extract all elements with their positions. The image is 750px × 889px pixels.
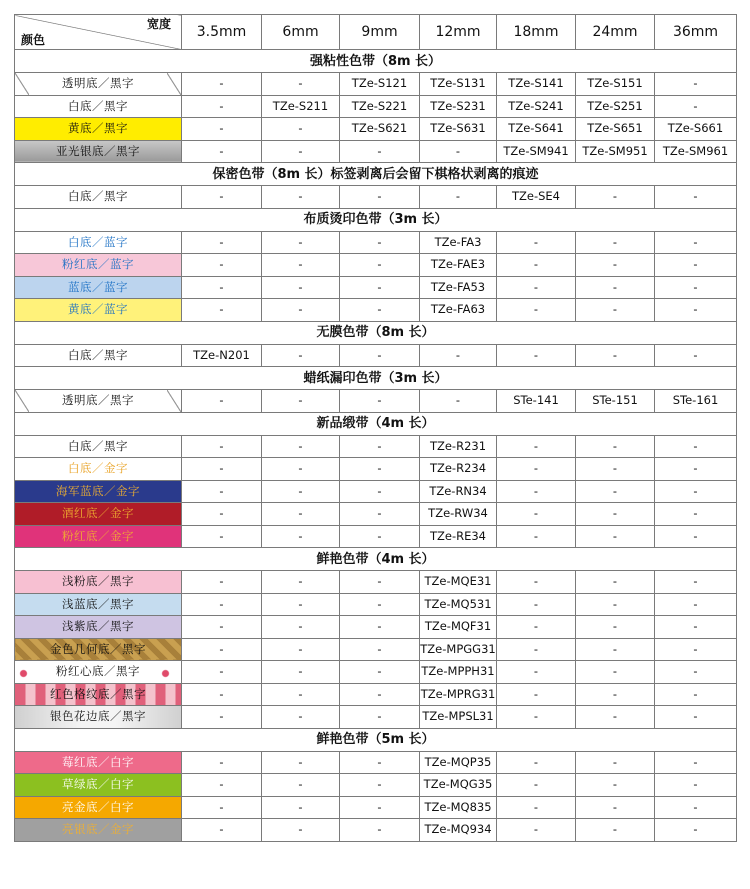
model-cell: TZe-MQE31: [420, 571, 497, 594]
model-cell: -: [182, 140, 262, 163]
model-cell: -: [497, 344, 576, 367]
width-header: 6mm: [262, 15, 340, 50]
header-corner-cell: [15, 15, 182, 50]
section-title: 鲜艳色带（5m 长）: [15, 728, 737, 751]
model-cell: -: [262, 435, 340, 458]
table-row: [15, 299, 737, 322]
tape-color-label: 透明底／黑字: [15, 390, 182, 413]
model-cell: TZe-MQP35: [420, 751, 497, 774]
model-cell: -: [182, 254, 262, 277]
section-title: 布质烫印色带（3m 长）: [15, 208, 737, 231]
model-cell: -: [497, 571, 576, 594]
model-cell: -: [497, 638, 576, 661]
model-cell: -: [340, 819, 420, 842]
model-cell: -: [262, 661, 340, 684]
model-cell: -: [655, 525, 737, 548]
model-cell: -: [655, 231, 737, 254]
width-header: 24mm: [576, 15, 655, 50]
model-cell: TZe-S251: [576, 95, 655, 118]
table-row: [15, 503, 737, 526]
model-cell: -: [576, 571, 655, 594]
model-cell: -: [262, 140, 340, 163]
table-row: [15, 480, 737, 503]
model-cell: -: [497, 819, 576, 842]
model-cell: -: [262, 503, 340, 526]
table-row: [15, 638, 737, 661]
model-cell: -: [262, 186, 340, 209]
section-title-row: [15, 367, 737, 390]
table-row: [15, 276, 737, 299]
section-title: 无膜色带（8m 长）: [15, 321, 737, 344]
model-cell: -: [420, 186, 497, 209]
model-cell: -: [497, 774, 576, 797]
model-cell: TZe-S231: [420, 95, 497, 118]
model-cell: TZe-N201: [182, 344, 262, 367]
model-cell: -: [340, 344, 420, 367]
model-cell: -: [340, 616, 420, 639]
model-cell: TZe-FAE3: [420, 254, 497, 277]
tape-color-label: 白底／黑字: [15, 186, 182, 209]
header-row: [15, 15, 737, 50]
model-cell: -: [182, 683, 262, 706]
table-row: [15, 616, 737, 639]
table-row: [15, 593, 737, 616]
model-cell: -: [655, 435, 737, 458]
table-row: [15, 186, 737, 209]
section-title: 鲜艳色带（4m 长）: [15, 548, 737, 571]
section-title: 新品缎带（4m 长）: [15, 412, 737, 435]
model-cell: -: [262, 73, 340, 96]
model-cell: -: [262, 706, 340, 729]
model-cell: -: [262, 480, 340, 503]
table-row: [15, 118, 737, 141]
model-cell: -: [182, 435, 262, 458]
table-row: [15, 458, 737, 481]
model-cell: -: [262, 254, 340, 277]
model-cell: -: [340, 458, 420, 481]
model-cell: -: [340, 254, 420, 277]
tape-color-label: 黄底／蓝字: [15, 299, 182, 322]
model-cell: -: [340, 796, 420, 819]
model-cell: -: [182, 118, 262, 141]
model-cell: -: [576, 299, 655, 322]
model-cell: -: [655, 299, 737, 322]
model-cell: -: [340, 186, 420, 209]
tape-spec-table: [14, 14, 737, 842]
section-title: 强粘性色带（8m 长）: [15, 50, 737, 73]
model-cell: TZe-SE4: [497, 186, 576, 209]
model-cell: -: [576, 774, 655, 797]
model-cell: -: [655, 73, 737, 96]
width-header: 3.5mm: [182, 15, 262, 50]
model-cell: -: [340, 683, 420, 706]
model-cell: TZe-S631: [420, 118, 497, 141]
model-cell: TZe-FA53: [420, 276, 497, 299]
model-cell: TZe-MQF31: [420, 616, 497, 639]
model-cell: -: [340, 638, 420, 661]
tape-color-label: 亮银底／金字: [15, 819, 182, 842]
section-title: 保密色带（8m 长）标签剥离后会留下棋格状剥离的痕迹: [15, 163, 737, 186]
model-cell: TZe-R234: [420, 458, 497, 481]
model-cell: -: [497, 796, 576, 819]
model-cell: TZe-S151: [576, 73, 655, 96]
table-row: [15, 254, 737, 277]
model-cell: -: [182, 503, 262, 526]
model-cell: -: [497, 661, 576, 684]
model-cell: -: [262, 118, 340, 141]
model-cell: -: [655, 503, 737, 526]
table-row: [15, 390, 737, 413]
model-cell: -: [655, 95, 737, 118]
tape-color-label: 红色格纹底／黑字: [15, 683, 182, 706]
tape-color-label: 白底／蓝字: [15, 231, 182, 254]
tape-color-label: 亮金底／白字: [15, 796, 182, 819]
model-cell: -: [576, 796, 655, 819]
model-cell: -: [182, 796, 262, 819]
model-cell: -: [655, 819, 737, 842]
model-cell: -: [262, 593, 340, 616]
width-header: 18mm: [497, 15, 576, 50]
model-cell: -: [182, 95, 262, 118]
model-cell: TZe-SM941: [497, 140, 576, 163]
model-cell: -: [497, 593, 576, 616]
section-title-row: [15, 163, 737, 186]
model-cell: -: [420, 344, 497, 367]
model-cell: -: [182, 616, 262, 639]
model-cell: TZe-MPRG31: [420, 683, 497, 706]
tape-color-label: 蓝底／蓝字: [15, 276, 182, 299]
tape-color-label: 浅粉底／黑字: [15, 571, 182, 594]
model-cell: -: [262, 571, 340, 594]
model-cell: -: [497, 299, 576, 322]
tape-color-label: 粉红心底／黑字: [15, 661, 182, 684]
model-cell: TZe-FA63: [420, 299, 497, 322]
model-cell: TZe-SM961: [655, 140, 737, 163]
model-cell: -: [340, 503, 420, 526]
model-cell: -: [576, 254, 655, 277]
model-cell: -: [497, 231, 576, 254]
model-cell: -: [576, 616, 655, 639]
model-cell: -: [182, 73, 262, 96]
table-body: [15, 50, 737, 842]
model-cell: -: [182, 299, 262, 322]
model-cell: -: [182, 638, 262, 661]
model-cell: TZe-MQ835: [420, 796, 497, 819]
model-cell: TZe-S241: [497, 95, 576, 118]
model-cell: -: [576, 819, 655, 842]
model-cell: -: [576, 683, 655, 706]
model-cell: -: [182, 571, 262, 594]
model-cell: -: [340, 140, 420, 163]
model-cell: -: [497, 525, 576, 548]
model-cell: -: [340, 299, 420, 322]
model-cell: -: [655, 344, 737, 367]
model-cell: -: [182, 186, 262, 209]
model-cell: TZe-MQ934: [420, 819, 497, 842]
model-cell: -: [182, 751, 262, 774]
model-cell: -: [576, 435, 655, 458]
model-cell: -: [340, 661, 420, 684]
model-cell: -: [182, 593, 262, 616]
model-cell: -: [655, 774, 737, 797]
tape-color-label: 白底／黑字: [15, 344, 182, 367]
model-cell: -: [182, 480, 262, 503]
model-cell: -: [497, 254, 576, 277]
model-cell: -: [655, 186, 737, 209]
table-row: [15, 751, 737, 774]
model-cell: TZe-MPSL31: [420, 706, 497, 729]
model-cell: -: [182, 706, 262, 729]
model-cell: -: [655, 254, 737, 277]
model-cell: -: [340, 774, 420, 797]
tape-color-label: 粉红底／金字: [15, 525, 182, 548]
model-cell: -: [262, 683, 340, 706]
model-cell: -: [262, 525, 340, 548]
model-cell: -: [262, 276, 340, 299]
tape-color-label: 草绿底／白字: [15, 774, 182, 797]
model-cell: -: [420, 140, 497, 163]
model-cell: -: [262, 390, 340, 413]
model-cell: -: [655, 661, 737, 684]
table-row: [15, 683, 737, 706]
tape-color-label: 莓红底／白字: [15, 751, 182, 774]
model-cell: TZe-RE34: [420, 525, 497, 548]
model-cell: -: [340, 706, 420, 729]
model-cell: TZe-MQ531: [420, 593, 497, 616]
model-cell: -: [655, 480, 737, 503]
tape-color-label: 白底／黑字: [15, 95, 182, 118]
tape-color-label: 黄底／黑字: [15, 118, 182, 141]
model-cell: -: [576, 480, 655, 503]
section-title-row: [15, 412, 737, 435]
model-cell: TZe-S131: [420, 73, 497, 96]
model-cell: -: [576, 231, 655, 254]
model-cell: -: [262, 458, 340, 481]
model-cell: -: [497, 616, 576, 639]
table-row: [15, 231, 737, 254]
model-cell: -: [497, 706, 576, 729]
model-cell: -: [655, 276, 737, 299]
tape-color-label: 粉红底／蓝字: [15, 254, 182, 277]
width-header: 12mm: [420, 15, 497, 50]
model-cell: -: [655, 616, 737, 639]
tape-color-label: 酒红底／金字: [15, 503, 182, 526]
model-cell: STe-151: [576, 390, 655, 413]
model-cell: -: [420, 390, 497, 413]
tape-color-label: 金色几何底／黑字: [15, 638, 182, 661]
model-cell: -: [182, 525, 262, 548]
color-header-label: 颜色: [21, 33, 46, 47]
tape-color-label: 透明底／黑字: [15, 73, 182, 96]
section-title-row: [15, 728, 737, 751]
model-cell: -: [262, 751, 340, 774]
tape-color-label: 银色花边底／黑字: [15, 706, 182, 729]
model-cell: -: [497, 683, 576, 706]
model-cell: TZe-RN34: [420, 480, 497, 503]
model-cell: -: [576, 706, 655, 729]
model-cell: -: [340, 276, 420, 299]
model-cell: -: [497, 480, 576, 503]
model-cell: -: [340, 480, 420, 503]
model-cell: -: [576, 751, 655, 774]
table-row: [15, 73, 737, 96]
model-cell: -: [340, 390, 420, 413]
model-cell: -: [655, 706, 737, 729]
model-cell: -: [576, 186, 655, 209]
model-cell: -: [576, 593, 655, 616]
width-header: 36mm: [655, 15, 737, 50]
width-header-label: 宽度: [146, 17, 171, 31]
model-cell: -: [182, 774, 262, 797]
table-row: [15, 95, 737, 118]
model-cell: -: [576, 638, 655, 661]
model-cell: -: [576, 276, 655, 299]
model-cell: -: [655, 751, 737, 774]
model-cell: -: [262, 819, 340, 842]
table-row: [15, 435, 737, 458]
table-row: [15, 819, 737, 842]
model-cell: -: [182, 390, 262, 413]
model-cell: -: [262, 299, 340, 322]
model-cell: -: [655, 458, 737, 481]
section-title-row: [15, 50, 737, 73]
model-cell: -: [340, 435, 420, 458]
model-cell: TZe-SM951: [576, 140, 655, 163]
section-title-row: [15, 321, 737, 344]
table-row: [15, 571, 737, 594]
model-cell: -: [497, 503, 576, 526]
model-cell: -: [655, 683, 737, 706]
model-cell: -: [655, 796, 737, 819]
model-cell: TZe-S141: [497, 73, 576, 96]
model-cell: TZe-S121: [340, 73, 420, 96]
model-cell: TZe-RW34: [420, 503, 497, 526]
model-cell: -: [182, 276, 262, 299]
model-cell: TZe-S211: [262, 95, 340, 118]
model-cell: STe-141: [497, 390, 576, 413]
model-cell: -: [497, 435, 576, 458]
model-cell: -: [497, 458, 576, 481]
model-cell: TZe-MQG35: [420, 774, 497, 797]
model-cell: -: [497, 276, 576, 299]
model-cell: -: [576, 458, 655, 481]
model-cell: -: [576, 661, 655, 684]
model-cell: TZe-S621: [340, 118, 420, 141]
table-row: [15, 525, 737, 548]
model-cell: -: [182, 661, 262, 684]
section-title-row: [15, 548, 737, 571]
model-cell: -: [262, 231, 340, 254]
tape-color-label: 浅蓝底／黑字: [15, 593, 182, 616]
model-cell: TZe-S221: [340, 95, 420, 118]
model-cell: -: [262, 638, 340, 661]
table-row: [15, 661, 737, 684]
table-row: [15, 796, 737, 819]
model-cell: -: [655, 571, 737, 594]
model-cell: -: [262, 344, 340, 367]
model-cell: -: [655, 593, 737, 616]
tape-color-label: 白底／黑字: [15, 435, 182, 458]
tape-color-label: 白底／金字: [15, 458, 182, 481]
tape-color-label: 海军蓝底／金字: [15, 480, 182, 503]
model-cell: -: [576, 344, 655, 367]
table-row: [15, 344, 737, 367]
model-cell: TZe-MPPH31: [420, 661, 497, 684]
model-cell: TZe-S641: [497, 118, 576, 141]
model-cell: -: [497, 751, 576, 774]
model-cell: STe-161: [655, 390, 737, 413]
model-cell: -: [262, 796, 340, 819]
model-cell: -: [262, 616, 340, 639]
table-row: [15, 706, 737, 729]
model-cell: TZe-S661: [655, 118, 737, 141]
model-cell: -: [340, 525, 420, 548]
model-cell: -: [340, 593, 420, 616]
model-cell: -: [655, 638, 737, 661]
model-cell: TZe-FA3: [420, 231, 497, 254]
model-cell: TZe-R231: [420, 435, 497, 458]
section-title-row: [15, 208, 737, 231]
model-cell: -: [576, 525, 655, 548]
table-row: [15, 774, 737, 797]
model-cell: TZe-S651: [576, 118, 655, 141]
table-row: [15, 140, 737, 163]
model-cell: TZe-MPGG31: [420, 638, 497, 661]
model-cell: -: [182, 231, 262, 254]
model-cell: -: [262, 774, 340, 797]
model-cell: -: [340, 231, 420, 254]
model-cell: -: [340, 751, 420, 774]
model-cell: -: [182, 458, 262, 481]
model-cell: -: [576, 503, 655, 526]
width-header: 9mm: [340, 15, 420, 50]
model-cell: -: [340, 571, 420, 594]
model-cell: -: [182, 819, 262, 842]
tape-color-label: 亚光银底／黑字: [15, 140, 182, 163]
tape-color-label: 浅紫底／黑字: [15, 616, 182, 639]
section-title: 蜡纸漏印色带（3m 长）: [15, 367, 737, 390]
